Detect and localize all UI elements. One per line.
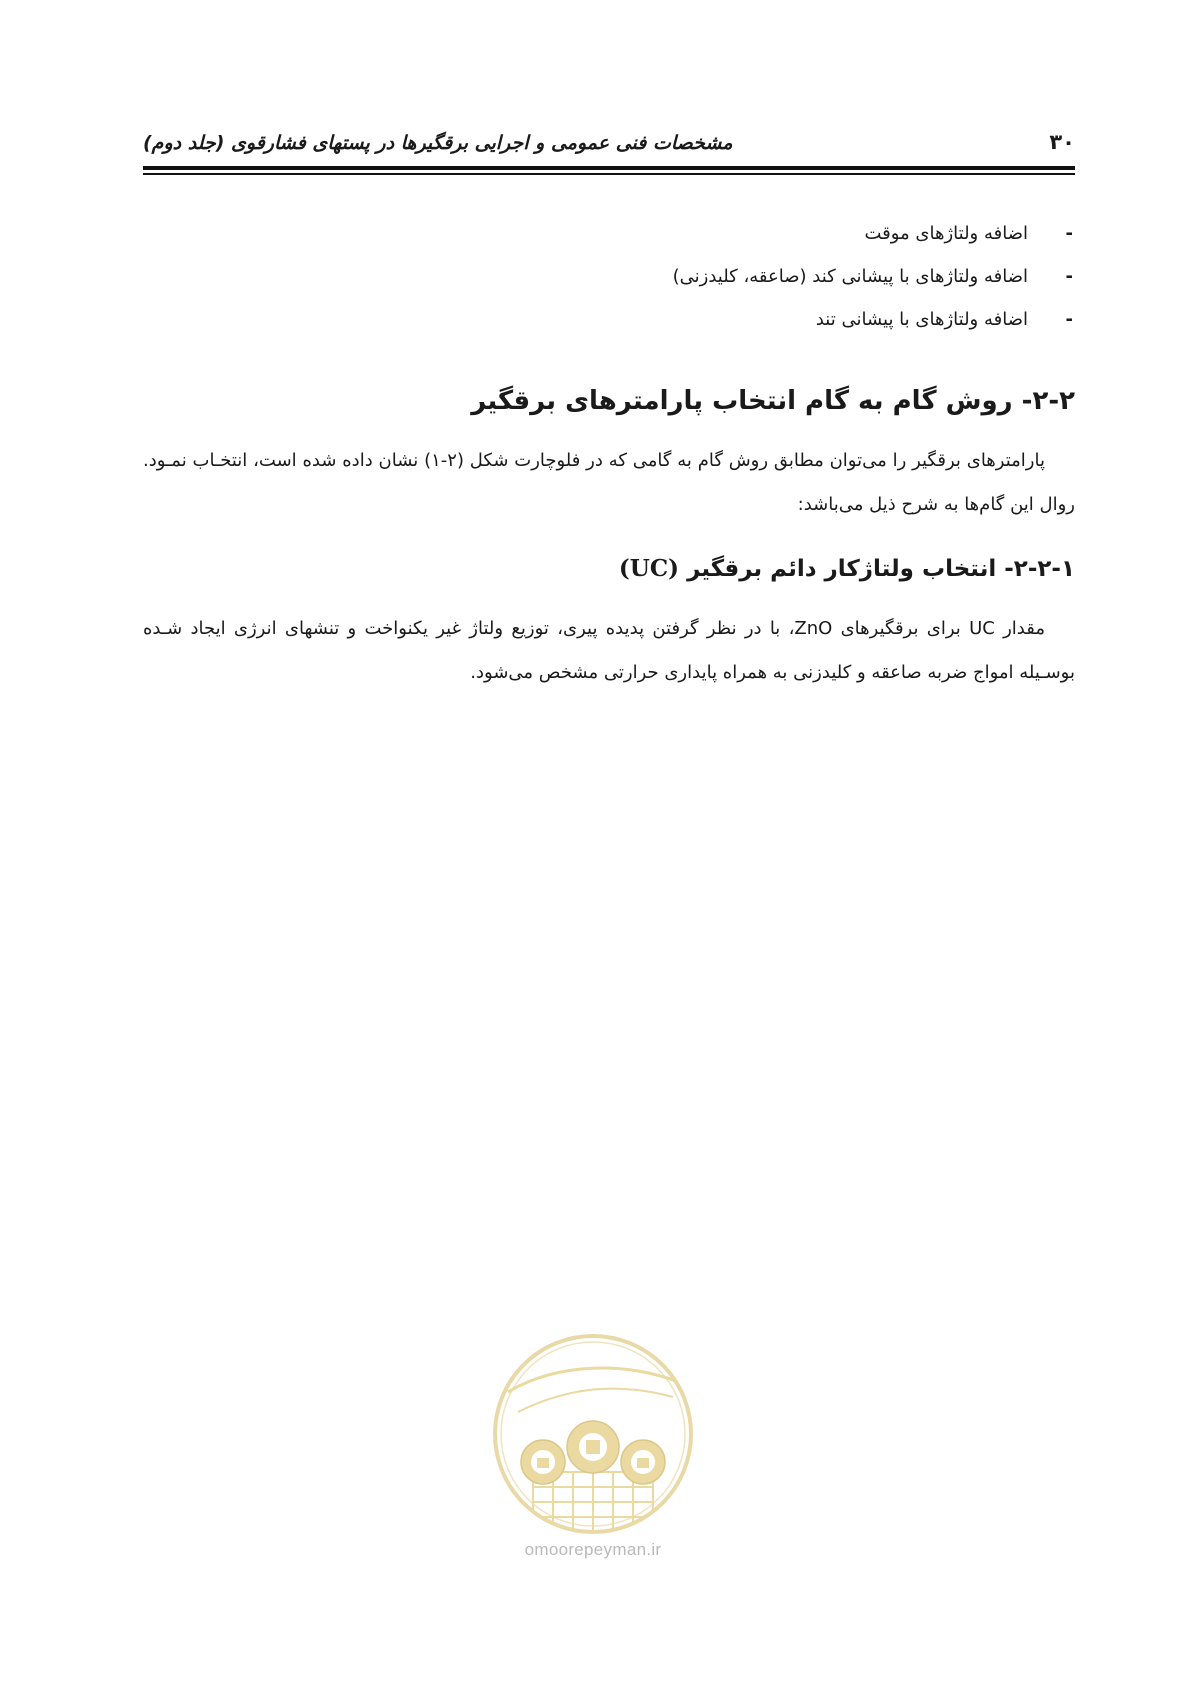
section-paragraph: پارامترهای برقگیر را می‌توان مطابق روش گام به گامی که در فلوچارت شکل (۲-۱) نشان داده شده است، انتخـاب نمـود. روال این گام‌ها به شرح ذیل می‌باشد: xyxy=(143,450,1075,515)
dash-bullet-icon: - xyxy=(1065,266,1073,287)
watermark-logo xyxy=(488,1322,698,1572)
subsection-heading xyxy=(143,549,1075,589)
page-header xyxy=(143,122,1075,162)
subsection-title: ۲-۲-۱- انتخاب ولتاژکار دائم برقگیر xyxy=(687,556,1075,582)
header-rule-thick xyxy=(143,166,1075,170)
page-content xyxy=(143,212,1075,695)
header-rule-thin xyxy=(143,173,1075,175)
dash-bullet-icon: - xyxy=(1065,223,1073,244)
subsection-paragraph: مقدار UC برای برقگیرهای ZnO، با در نظر گرفتن پدیده پیری، توزیع ولتاژ غیر یکنواخت و تنشهای انرژی ایجاد شـده بوسـیله امواج ضربه صاعقه و کلیدزنی به همراه پایداری حرارتی مشخص می‌شود. xyxy=(143,618,1075,683)
list-item-text: اضافه ولتاژهای با پیشانی کند (صاعقه، کلیدزنی) xyxy=(672,266,1028,287)
running-title: مشخصات فنی عمومی و اجرایی برقگیرها در پستهای فشارقوی (جلد دوم) xyxy=(143,132,733,154)
page-number: ۳۰ xyxy=(1049,130,1075,154)
list-item xyxy=(143,298,1075,341)
section-heading: ۲-۲- روش گام به گام انتخاب پارامترهای برقگیر xyxy=(471,386,1075,416)
list-item xyxy=(143,212,1075,255)
list-item-text: اضافه ولتاژهای موقت xyxy=(864,223,1028,244)
bullet-list xyxy=(143,212,1075,341)
watermark-url: omoorepeyman.ir xyxy=(524,1540,662,1559)
list-item xyxy=(143,255,1075,298)
subsection-symbol: (UC) xyxy=(618,555,680,582)
list-item-text: اضافه ولتاژهای با پیشانی تند xyxy=(815,309,1028,330)
dash-bullet-icon: - xyxy=(1065,309,1073,330)
